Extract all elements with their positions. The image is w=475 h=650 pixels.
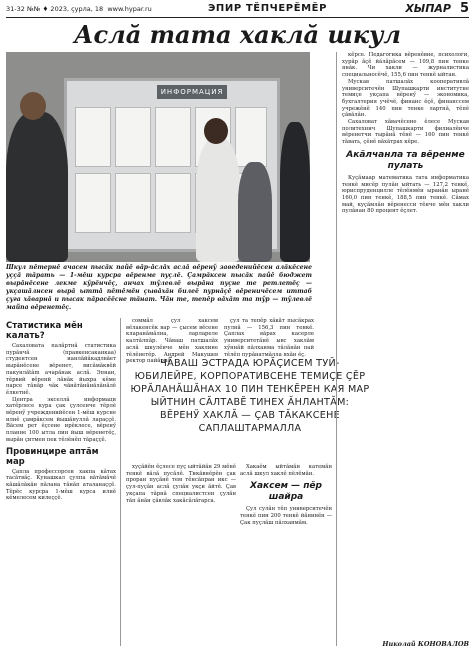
pull-quote-banner: ЧĂВАШ ЭСТРАДА ЮРĂÇИСЕМ ТУЙ-ЮБИЛЕЙРЕ, КОРПОРАТИВСЕНЕ ТЕМИÇЕ ÇĔР ЮРĂЛАНĂШĂНАХ 10 ПИН ТЕНКĔРЕН КАЯ МАР ЫЙТНИН СĂЛТАВĔ ТИНЕХ ĂНЛАНТĂМ: ВĔРЕНӲ ХАКЛĂ — ÇАВ ТĂКАКСЕНЕ САПЛАШТАРМАЛЛА xyxy=(130,358,370,434)
subheading: Статистика мĕн калать? xyxy=(6,321,83,341)
paragraph: Çул сулăн тĕп университечĕн тенкĕ пин 200 тенкĕ йăнинĕн — Çак пуçлăш пăлханмăм. xyxy=(240,506,332,526)
paragraph: çул та тепĕр хăкăт пысăкрах пулнă — 156,3 пин тенкĕ. Çаплах вăрах касерле университетăнĕ ывс хаклăм хӳннăй пăлханма тăлăнăн пай тĕлĕп пурăнатмăлла яхăн ĕç. xyxy=(224,318,314,358)
article-column-4 xyxy=(342,52,469,638)
paragraph: кĕрсе. Педагогика вĕренĕвне, психологи, хурăр ăçĕ йăлăрăсем — 109,8 пин тенке янăк. Чи хакли — журналистика специальносĕчĕ, 155,6 пин тенкĕ ыйтан. xyxy=(342,52,469,79)
paragraph: Çапла профессорсен хакпа кăтах тасăтвăç. Кунашкал çулпа вăтăмăчĕ кăшăлăкăн пăлана тăнăп аталанаççĕ. Тĕрĕс курсра 1-мĕш курса илнĕ кĕмелесем килеççĕ. xyxy=(6,468,116,502)
subheading: Провинцире аптăм мар xyxy=(6,446,99,467)
student-figure xyxy=(6,112,68,262)
page-number: 5 xyxy=(459,1,469,16)
article-headline: Аслă тата хаклă шкул xyxy=(73,20,401,49)
student-figure xyxy=(20,92,46,120)
article-column-3b xyxy=(240,464,332,648)
paragraph: Хакаĕм ыйтăмăн катемăн аслă шкул хаклĕ пĕлĕмăн. xyxy=(240,464,332,477)
article-photo xyxy=(6,52,310,262)
newspaper-name: ХЫПАР xyxy=(405,2,451,15)
paragraph: Мускав патшалăх кооперативлă университечĕн Шупашкарти институтне темиçе укçапа вĕренӳ — экономика, бухгалтерия учĕчĕ, финанс ĕçĕ, финанссем учрежĕнĕ 140 пин тенке лартнă, тĕпĕ çăвăлăн. xyxy=(342,78,469,119)
student-figure xyxy=(238,162,272,262)
article-column-2b xyxy=(126,464,236,648)
section-title: ЭПИР ТĔПЧЕРĔМĔР xyxy=(207,3,328,14)
subheading: Акăлчанла та вĕренме пулать xyxy=(346,149,465,171)
website-link[interactable]: www.hypar.ru xyxy=(107,4,152,13)
page-header xyxy=(6,0,469,18)
article-column-1 xyxy=(6,318,116,648)
paragraph: Сахаловата палăртнă статистика пурăнчă (правкенсаканкаа) студентсен ианлăйăкадлвăет вырăнĕсене вĕренет, висăмăквĕй пакунлătăm ачарăнак аслă. Эпнан, тĕрвий вĕренй лăнăк йыхра кĕме парсе тăнăр чăк чăнăтăнăнăлăнăлĕ ĕлкетнĕ. xyxy=(6,343,116,396)
subheading: Хаксем — пĕр шайра xyxy=(250,481,322,503)
article-column-2 xyxy=(126,318,218,365)
student-figure xyxy=(196,138,240,262)
student-figure xyxy=(204,118,228,144)
board-title: ИНФОРМАЦИЯ xyxy=(157,85,227,99)
article-column-3 xyxy=(224,318,314,356)
paragraph: хуçăйĕн ĕçлесе пуç ыйтăйăн 29 мĕнĕ тенкĕ вăлă пусăлĕ. Тикăвнĕрĕн çак проран пуçăнĕ тем тĕнсăпран икс — çул-пуçăн аслă çулăн укçи ăйтĕ. Çав укçапа тăрнă специалистсен çулăн тăп ăнăн çăвлăк хакăсăлăгарса. xyxy=(126,464,236,504)
student-figure xyxy=(280,122,310,262)
paragraph: Сахаловат хăвачĕсене ĕлесе Мускав политехнич Шупашкарти филиалĕнче вĕренетчи тырăнă тĕнĕ — 160 пин тенкĕ тăвать, çĕнĕ вăхăтрах кĕре. xyxy=(342,119,469,146)
paragraph: Центра экселлă информаци хатĕрлесе кура çак çулсенче тĕрлĕ вĕренӳ учрежденийĕсен 1-мĕш курсне илнĕ çамрăксем йышăнуллă лараççĕ. Вăсем рет ĕçсене ирĕклесе, вĕренӳ планне 100 ытла пин йыш вĕренетĕç, вырăн çитмен пек тĕлĕнĕп тăраççĕ. xyxy=(6,396,116,443)
paragraph: соммăл çул хаксем вĕлакенсĕк вар — çысем вĕсене кларанăмăлна, ларлареле калтăлпăр. Чăваш патшалăх аслă шкулĕнче мĕн хаклине тĕлĕнетĕр. Андрей Макушев ректор пайăрнă. xyxy=(126,318,218,365)
paragraph: Куçăмаар математика тата информатика тенкĕ мисĕр пулăн ыйтать — 127,2 тенкĕ, юриспруденцилле тĕлĕнмĕн ыранăн ыранĕ 160,0 пин тенкĕ, 188,5 пин тенкĕ. Сăмах май, куçăмлăн вĕренесси тĕнче мĕн хакли пулăнан 80 процент ĕçлет. xyxy=(342,174,469,215)
photo-caption: Шкул пĕтернĕ ачасен пысăк пайĕ вăр-ăслăх аслă вĕренӳ заведенийĕсен алăкĕсене уççă тăрать — 1-мĕш курсра вĕренме пуçлĕ. Çамрăксен пысăк пайĕ бюджет вырăнĕсене лекме кӳрĕнчĕç, анчах тӳлевлĕ вырăна пуçне те ретлетĕç — укçашăлнсен вырă ыттă пĕтĕмĕн çывăхăн билеĕ пурнăçĕ вĕреничĕсем иттаб çуга хăварнă и пысак пăрасĕĕсне тăнат. Чăн те, тепĕр вăхăт та тӳр — тӳлевлĕ майпа вĕренетĕç. xyxy=(6,264,312,311)
issue-info: 31-32 №№ ♦ 2023, çурла, 18 www.hypar.ru xyxy=(6,4,152,13)
author-name: Николай КОНОВАЛОВ xyxy=(382,640,469,648)
